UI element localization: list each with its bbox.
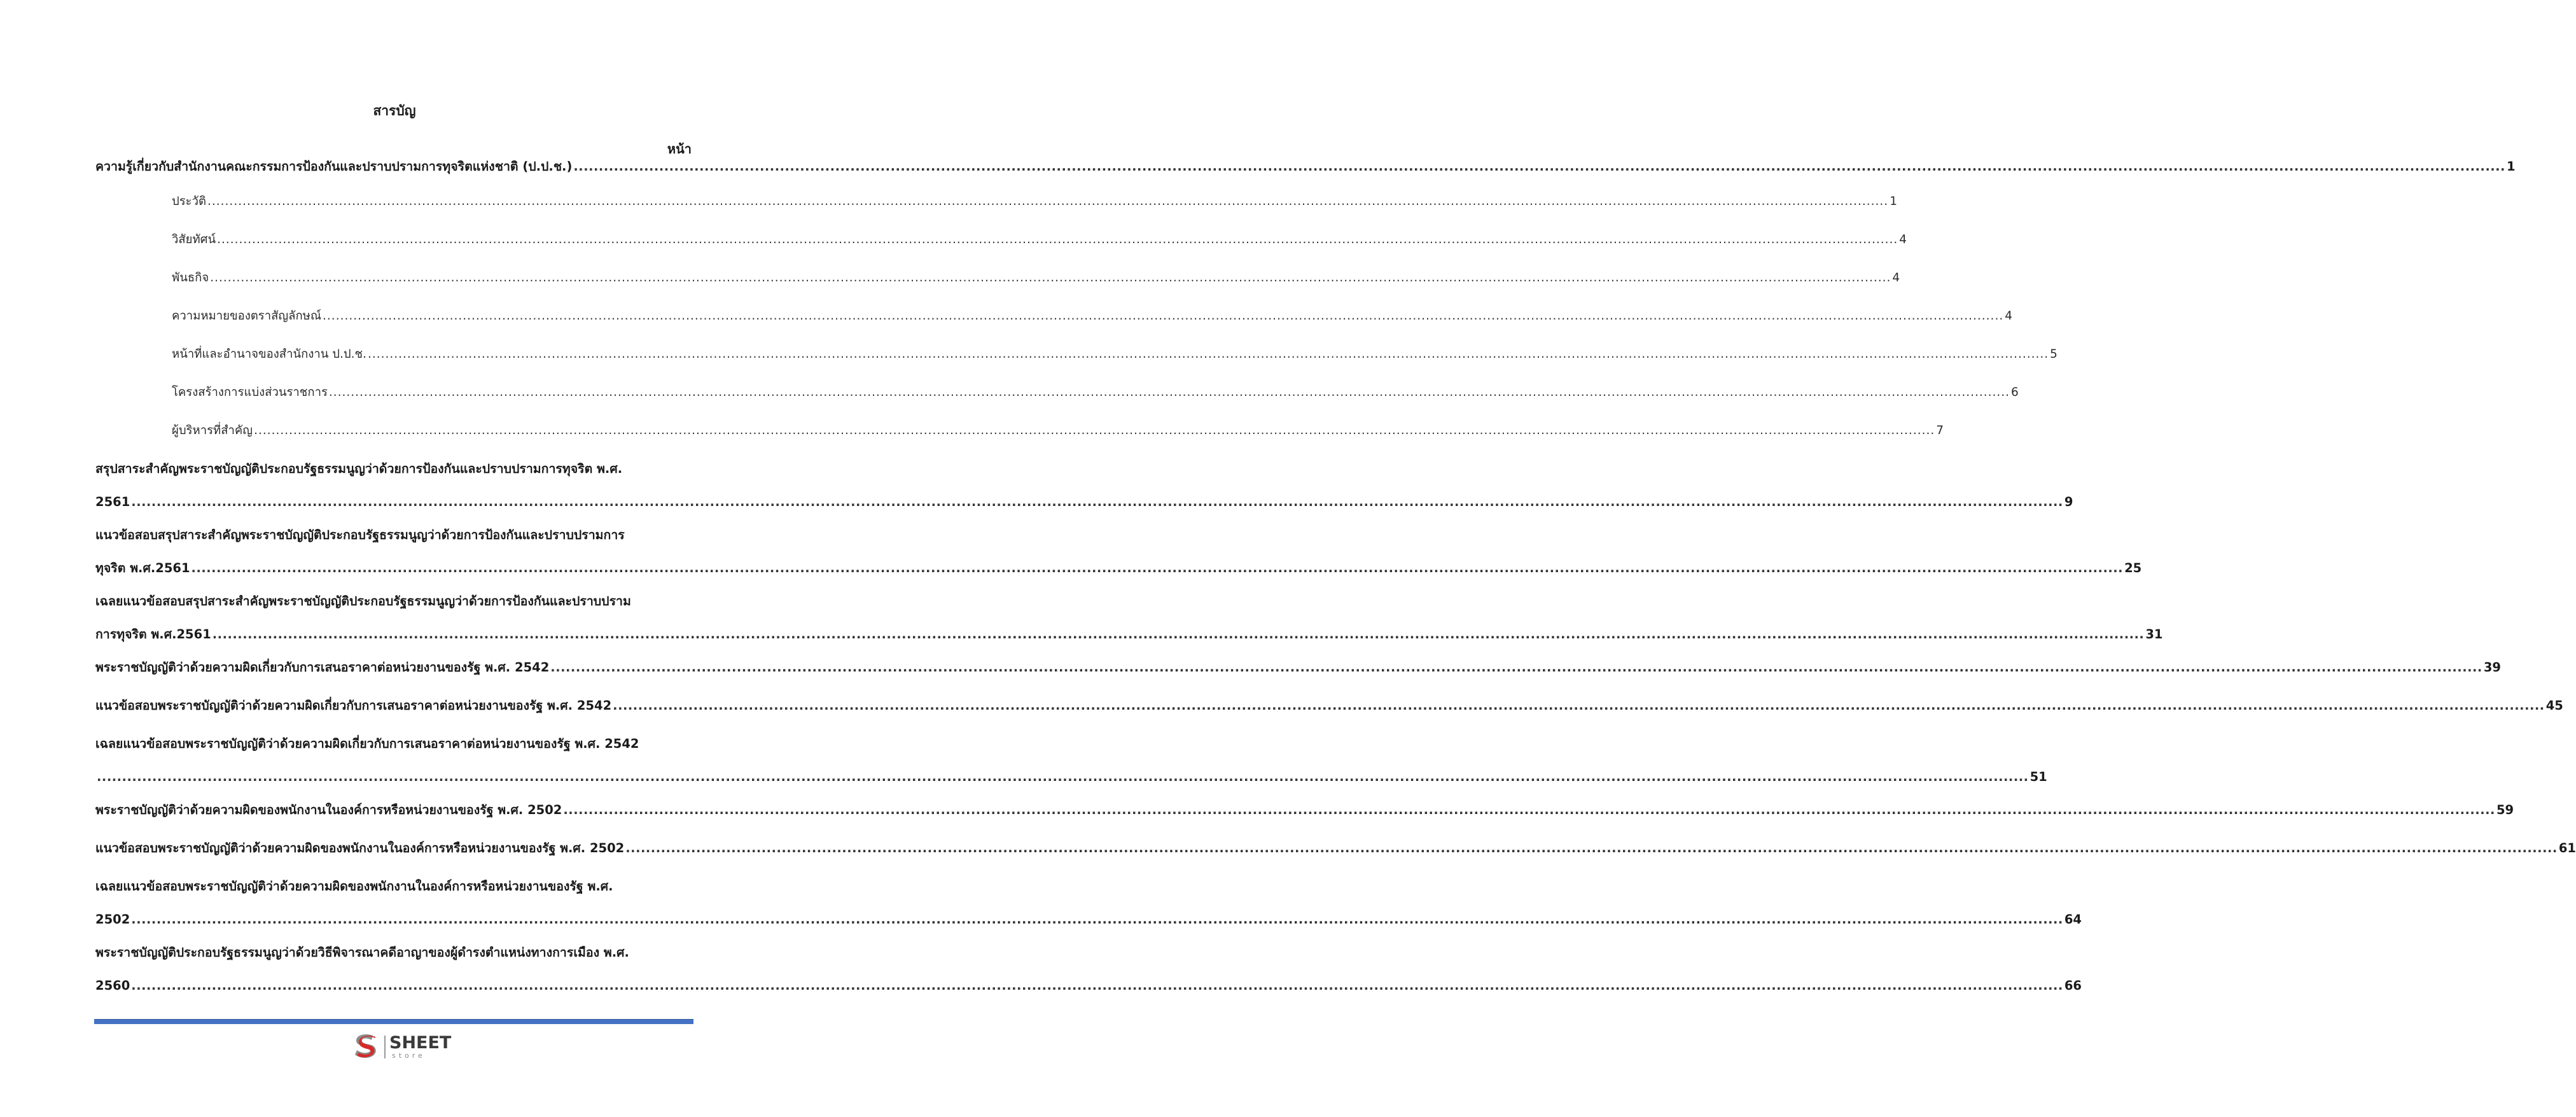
logo-subtext: store: [392, 1051, 426, 1060]
toc-entry-page: 64: [2064, 912, 2082, 927]
toc-entry[interactable]: [95, 658, 2501, 677]
leader-dots: ................................................................................................................................................................................................................................................................................................................................................................................................: [573, 159, 2505, 174]
leader-dots: ................................................................................................................................................................................................................................................................................................................................................................................................: [563, 803, 2495, 817]
toc-entry-title: แนวข้อสอบพระราชบัญญัติว่าด้วยความผิดเกี่ยวกับการเสนอราคาต่อหน่วยงานของรัฐ พ.ศ. 2542: [95, 698, 612, 713]
toc-entry-page: 51: [2029, 769, 2047, 784]
toc-subentry[interactable]: [172, 269, 1900, 288]
leader-dots: ................................................................................................................................................................................................................................................................................................................................................................................................: [323, 309, 2004, 323]
toc-entry-title: หน้าที่และอำนาจของสำนักงาน ป.ป.ช.: [172, 348, 366, 361]
toc-entry-page: 45: [2545, 698, 2563, 713]
toc-subentry[interactable]: [172, 230, 1907, 249]
toc-entry-page: 25: [2124, 561, 2142, 575]
toc-entry-page: 5: [2050, 348, 2057, 361]
toc-entry[interactable]: [95, 877, 2082, 929]
toc-entry-title-cont: 2561: [95, 495, 130, 509]
leader-dots: ................................................................................................................................................................................................................................................................................................................................................................................................: [131, 912, 2063, 927]
toc-entry-title-cont: 2560: [95, 978, 130, 993]
toc-entry-title-cont: การทุจริต พ.ศ.2561: [95, 627, 211, 642]
toc-entry-page: 59: [2496, 803, 2514, 817]
toc-entry-page: 4: [1892, 271, 1900, 285]
leader-dots: ................................................................................................................................................................................................................................................................................................................................................................................................: [625, 841, 2558, 855]
toc-entry-page: 61: [2558, 841, 2576, 855]
logo-text: SHEET: [389, 1033, 452, 1053]
toc-entry-title: พระราชบัญญัติว่าด้วยความผิดเกี่ยวกับการเสนอราคาต่อหน่วยงานของรัฐ พ.ศ. 2542: [95, 660, 550, 675]
toc-entry-page: 4: [2005, 309, 2012, 323]
toc-entry-title: เฉลยแนวข้อสอบพระราชบัญญัติว่าด้วยความผิดเกี่ยวกับการเสนอราคาต่อหน่วยงานของรัฐ พ.ศ. 2542: [95, 736, 639, 751]
leader-dots: ................................................................................................................................................................................................................................................................................................................................................................................................: [328, 386, 2010, 399]
toc-entry-title: ความหมายของตราสัญลักษณ์: [172, 309, 322, 323]
toc-entry[interactable]: [95, 157, 2516, 176]
toc-entry[interactable]: [95, 460, 2073, 512]
toc-entry-page: 9: [2064, 495, 2073, 509]
leader-dots: ................................................................................................................................................................................................................................................................................................................................................................................................: [210, 271, 1891, 285]
toc-entry[interactable]: [95, 734, 2047, 787]
leader-dots: ................................................................................................................................................................................................................................................................................................................................................................................................: [217, 233, 1898, 246]
toc-entry-title: พันธกิจ: [172, 271, 209, 285]
toc-entry-title: แนวข้อสอบพระราชบัญญัติว่าด้วยความผิดของพนักงานในองค์การหรือหน่วยงานของรัฐ พ.ศ. 2502: [95, 841, 625, 855]
toc-subentry[interactable]: [172, 421, 1944, 440]
toc-entry-title-cont: 2502: [95, 912, 130, 927]
toc-entry-page: 6: [2011, 386, 2019, 399]
leader-dots: ................................................................................................................................................................................................................................................................................................................................................................................................: [131, 495, 2063, 509]
toc-entry[interactable]: [95, 526, 2142, 578]
leader-dots: ................................................................................................................................................................................................................................................................................................................................................................................................: [367, 348, 2049, 361]
toc-entry-title: พระราชบัญญัติว่าด้วยความผิดของพนักงานในองค์การหรือหน่วยงานของรัฐ พ.ศ. 2502: [95, 803, 562, 817]
toc-entry[interactable]: [95, 943, 2082, 995]
toc-entry-title: ความรู้เกี่ยวกับสำนักงานคณะกรรมการป้องกันและปราบปรามการทุจริตแห่งชาติ (ป.ป.ช.): [95, 159, 573, 174]
toc-entry-page: 39: [2483, 660, 2501, 675]
leader-dots: ................................................................................................................................................................................................................................................................................................................................................................................................: [212, 627, 2145, 642]
toc-entry[interactable]: [95, 839, 2576, 858]
toc-subentry[interactable]: [172, 192, 1897, 211]
toc-entry-title-cont: ทุจริต พ.ศ.2561: [95, 561, 190, 575]
page-column-label: หน้า: [667, 141, 692, 157]
toc-entry-title: วิสัยทัศน์: [172, 233, 216, 246]
toc-entry-title: แนวข้อสอบสรุปสาระสำคัญพระราชบัญญัติประกอบรัฐธรรมนูญว่าด้วยการป้องกันและปราบปรามการ: [95, 528, 625, 542]
sheet-store-logo: [351, 1032, 459, 1062]
sheet-store-logo-icon: [351, 1032, 380, 1062]
leader-dots: ................................................................................................................................................................................................................................................................................................................................................................................................: [207, 195, 1889, 208]
toc-entry-page: 1: [2506, 159, 2516, 174]
toc-entry-title: สรุปสาระสำคัญพระราชบัญญัติประกอบรัฐธรรมนูญว่าด้วยการป้องกันและปราบปรามการทุจริต พ.ศ.: [95, 461, 623, 476]
toc-entry[interactable]: [95, 696, 2563, 715]
leader-dots: ................................................................................................................................................................................................................................................................................................................................................................................................: [550, 660, 2482, 675]
leader-dots: ................................................................................................................................................................................................................................................................................................................................................................................................: [613, 698, 2545, 713]
toc-entry-title: เฉลยแนวข้อสอบพระราชบัญญัติว่าด้วยความผิดของพนักงานในองค์การหรือหน่วยงานของรัฐ พ.ศ.: [95, 879, 613, 894]
leader-dots: ................................................................................................................................................................................................................................................................................................................................................................................................: [254, 424, 1935, 437]
toc-entry[interactable]: [95, 801, 2514, 820]
toc-entry-page: 66: [2064, 978, 2082, 993]
toc-entry-title: ประวัติ: [172, 195, 207, 208]
footer-rule: [94, 1019, 693, 1024]
toc-entry-page: 31: [2145, 627, 2163, 642]
toc-entry-title: ผู้บริหารที่สำคัญ: [172, 424, 253, 437]
toc-entry[interactable]: [95, 592, 2163, 644]
toc-subentry[interactable]: [172, 383, 2019, 402]
leader-dots: ................................................................................................................................................................................................................................................................................................................................................................................................: [131, 978, 2063, 993]
leader-dots: ................................................................................................................................................................................................................................................................................................................................................................................................: [191, 561, 2124, 575]
logo-separator: [384, 1036, 386, 1058]
toc-entry-page: 1: [1890, 195, 1897, 208]
toc-entry-page: 7: [1936, 424, 1944, 437]
toc-title: สารบัญ: [373, 103, 416, 118]
toc-entry-title: พระราชบัญญัติประกอบรัฐธรรมนูญว่าด้วยวิธีพิจารณาคดีอาญาของผู้ดำรงตำแหน่งทางการเมือง พ.ศ.: [95, 945, 629, 960]
toc-entry-page: 4: [1899, 233, 1907, 246]
toc-subentry[interactable]: [172, 307, 2012, 326]
toc-entry-title: เฉลยแนวข้อสอบสรุปสาระสำคัญพระราชบัญญัติประกอบรัฐธรรมนูญว่าด้วยการป้องกันและปราบปราม: [95, 594, 631, 608]
toc-entry-title: โครงสร้างการแบ่งส่วนราชการ: [172, 386, 328, 399]
leader-dots: ................................................................................................................................................................................................................................................................................................................................................................................................: [97, 769, 2029, 784]
toc-subentry[interactable]: [172, 345, 2057, 364]
